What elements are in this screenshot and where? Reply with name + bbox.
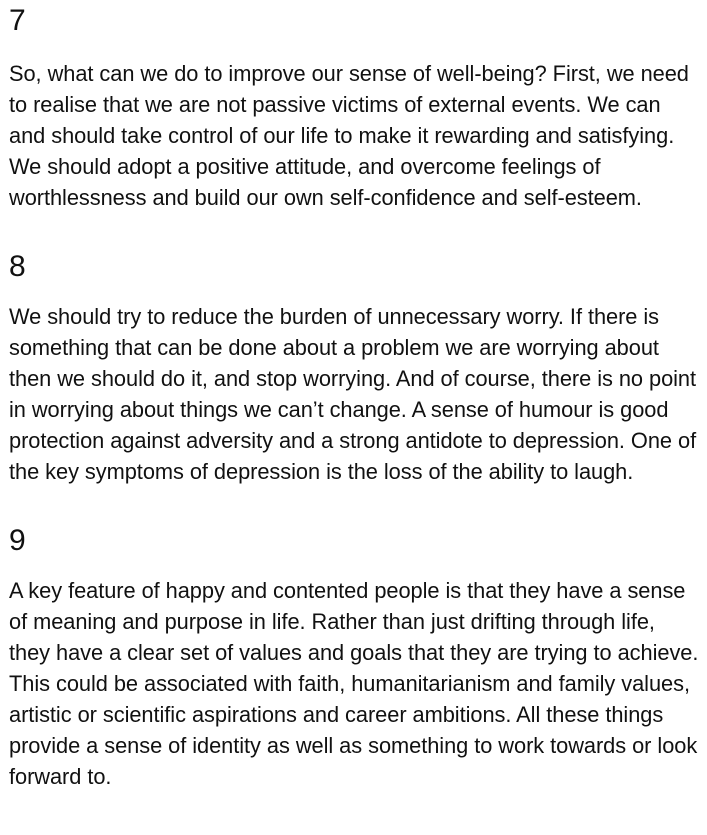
section-8 bbox=[9, 250, 699, 487]
section-9 bbox=[9, 524, 699, 792]
section-paragraph: A key feature of happy and contented people is that they have a sense of meaning and purpose in life. Rather than just drifting through life, they have a clear set of values and goals that they are trying to achieve. This could be associated with faith, humanitarianism and family values, artistic or scientific aspirations and career ambitions. All these things provide a sense of identity as well as something to work towards or look forward to. bbox=[9, 578, 699, 789]
section-7 bbox=[9, 4, 699, 213]
document-page bbox=[0, 4, 707, 792]
section-number: 8 bbox=[9, 250, 26, 283]
section-number: 7 bbox=[9, 4, 26, 37]
section-paragraph: So, what can we do to improve our sense of well-being? First, we need to realise that we are not passive victims of external events. We can and should take control of our life to make it rewarding and satisfying. We should adopt a positive attitude, and overcome feelings of worthlessness and build our own self-confidence and self-esteem. bbox=[9, 61, 689, 210]
section-paragraph: We should try to reduce the burden of unnecessary worry. If there is something that can be done about a problem we are worrying about then we should do it, and stop worrying. And of course, there is no point in worrying about things we can’t change. A sense of humour is good protection against adversity and a strong antidote to depression. One of the key symptoms of depression is the loss of the ability to laugh. bbox=[9, 304, 697, 484]
section-number: 9 bbox=[9, 524, 26, 557]
